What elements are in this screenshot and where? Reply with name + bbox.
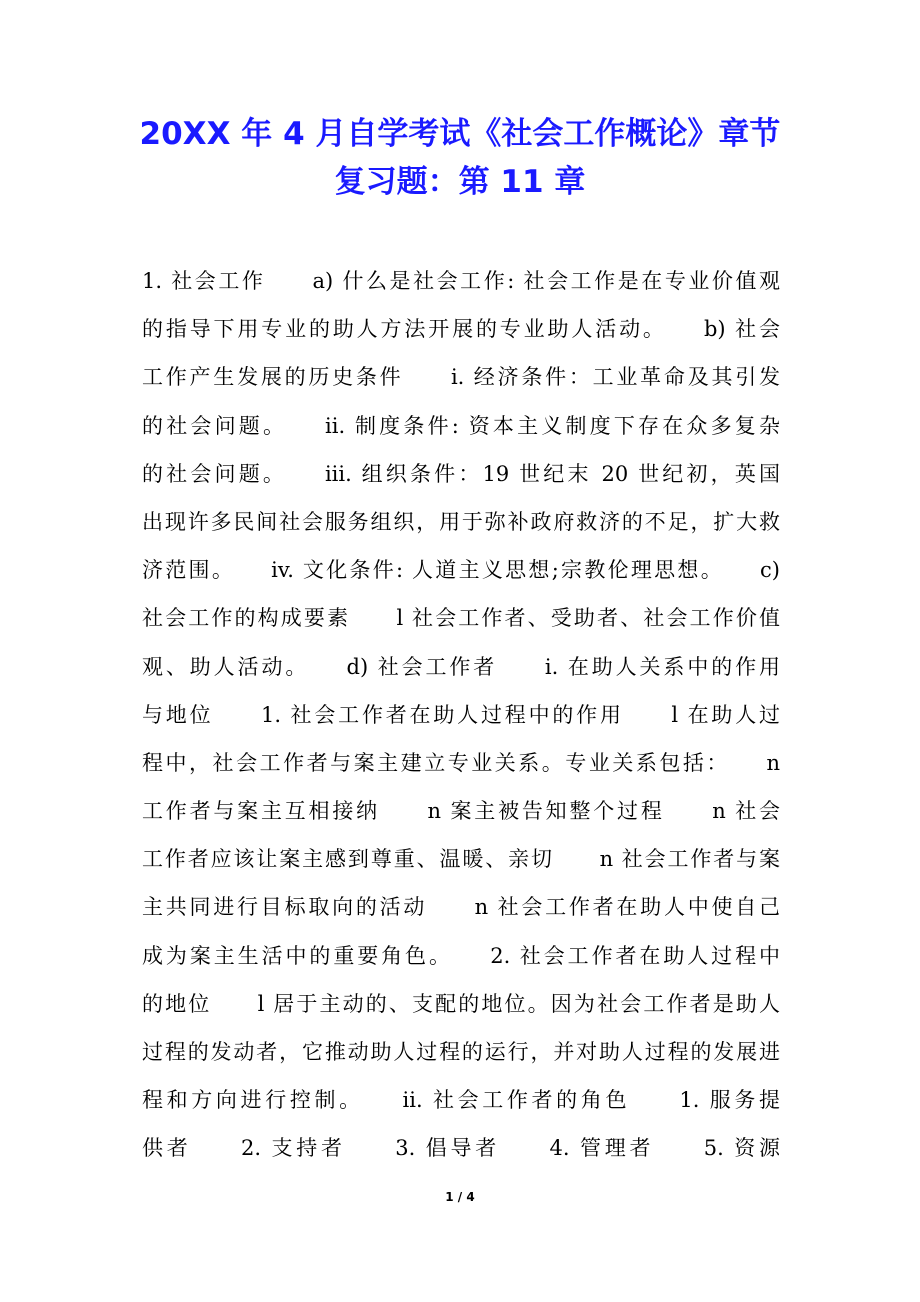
text-line: 出现许多民间社会服务组织，用于弥补政府救济的不足，扩大救: [142, 509, 780, 534]
text-line: 的社会问题。 iii. 组织条件：19 世纪末 20 世纪初，英国: [142, 461, 780, 486]
text-line: 程和方向进行控制。 ii. 社会工作者的角色 1. 服务提: [142, 1088, 780, 1113]
text-line: 与地位 1. 社会工作者在助人过程中的作用 l 在助人过: [142, 702, 780, 727]
text-line: 工作者应该让案主感到尊重、温暖、亲切 n 社会工作者与案: [142, 847, 780, 872]
text-line: 的社会问题。 ii. 制度条件: 资本主义制度下存在众多复杂: [142, 413, 780, 438]
text-line: 过程的发动者，它推动助人过程的运行，并对助人过程的发展进: [142, 1040, 780, 1064]
text-line: 工作产生发展的历史条件 i. 经济条件：工业革命及其引发: [142, 365, 780, 390]
text-line: 成为案主生活中的重要角色。 2. 社会工作者在助人过程中: [142, 943, 780, 968]
title-line-2: 复习题：第 11 章: [334, 164, 586, 200]
text-line: 的指导下用专业的助人方法开展的专业助人活动。 b) 社会: [142, 317, 780, 342]
text-line: 工作者与案主互相接纳 n 案主被告知整个过程 n 社会: [142, 799, 780, 824]
document-title: [60, 110, 860, 206]
text-line: 观、助人活动。 d) 社会工作者 i. 在助人关系中的作用: [142, 654, 780, 679]
text-line: 的地位 l 居于主动的、支配的地位。因为社会工作者是助人: [142, 991, 780, 1016]
text-line: 程中，社会工作者与案主建立专业关系。专业关系包括： n: [142, 750, 780, 775]
document-body: [142, 262, 780, 1178]
text-line: 主共同进行目标取向的活动 n 社会工作者在助人中使自己: [142, 895, 780, 920]
text-line: 社会工作的构成要素 l 社会工作者、受助者、社会工作价值: [142, 606, 780, 631]
text-line: 供者 2. 支持者 3. 倡导者 4. 管理者 5. 资源: [142, 1136, 780, 1161]
title-line-1: 20XX 年 4 月自学考试《社会工作概论》章节: [139, 116, 781, 152]
page-number: 1 / 4: [445, 1190, 475, 1204]
text-line: 1. 社会工作 a) 什么是社会工作: 社会工作是在专业价值观: [142, 269, 780, 293]
text-line: 济范围。 iv. 文化条件: 人道主义思想;宗教伦理思想。 c): [142, 558, 780, 583]
